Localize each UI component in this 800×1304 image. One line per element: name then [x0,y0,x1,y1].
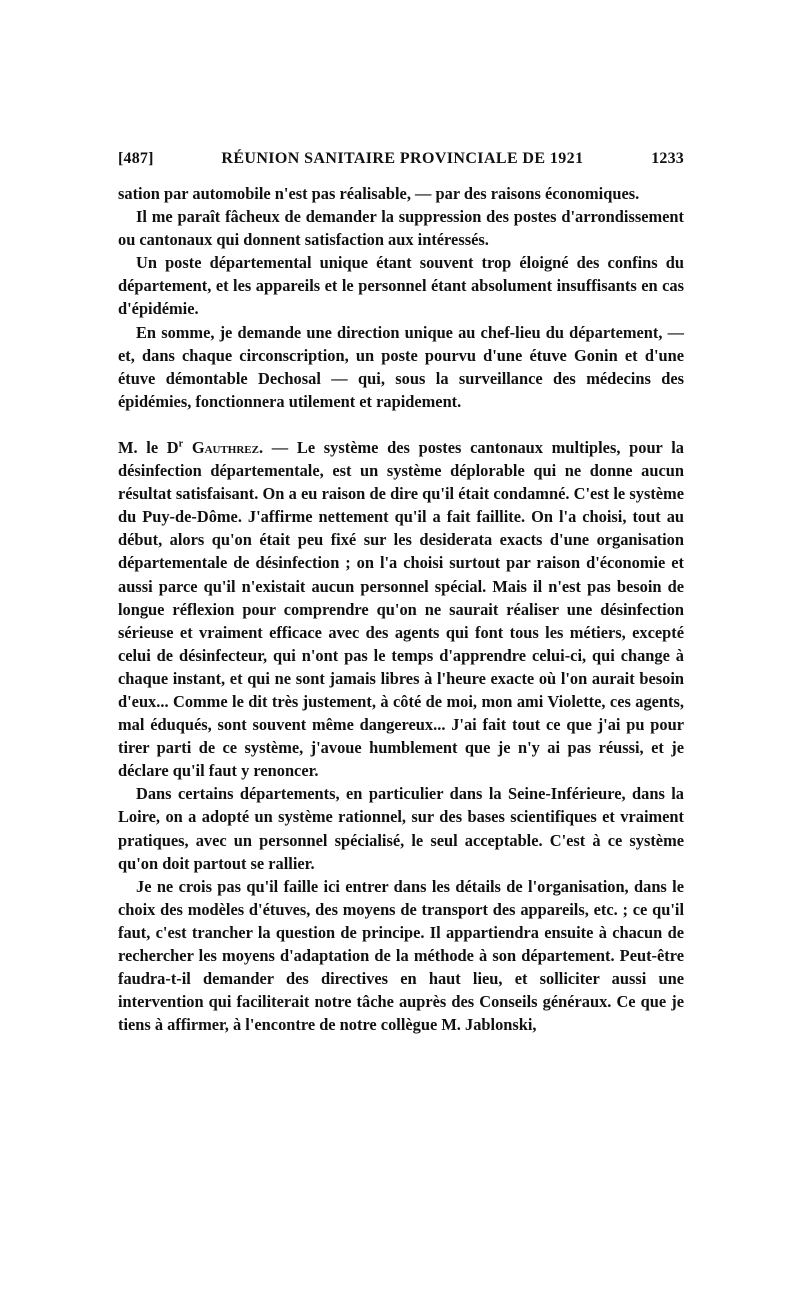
speaker-name: Gauthrez. [191,437,264,457]
paragraph: Je ne crois pas qu'il faille ici entrer dans les détails de l'organisation, dans le choix des modèles d'étuves, des moyens de transport des appareils, etc. ; ce qu'il faut, c'est trancher la question de principe. Il appartiendra ensuite à chacun de rechercher les moyens d'adaptation de la méthode à son département. Peut-être faudra-t-il demander des directives en haut lieu, et solliciter aussi une intervention qui faciliterait notre tâche auprès des Conseils généraux. Ce que je tiens à affirmer, à l'encontre de notre collègue M. Jablonski, [118,876,684,1035]
document-page [118,150,684,1036]
header-title: RÉUNION SANITAIRE PROVINCIALE DE 1921 [221,150,584,167]
speaker-prefix: M. le D [118,437,179,457]
body-text [118,182,684,1036]
paragraph: En somme, je demande une direction unique au chef-lieu du département, — et, dans chaque circonscription, un poste pourvu d'une étuve Gonin et d'une étuve démontable Dechosal — qui, sous la surveillance des médecins des épidémies, fonctionnera utilement et rapidement. [118,322,684,411]
paragraph: Il me paraît fâcheux de demander la suppression des postes d'arrondissement ou cantonaux qui donnent satisfaction aux intéressés. [118,207,684,250]
speaker-title-superscript: r [178,438,184,450]
paragraph: Dans certains départements, en particulier dans la Seine-Inférieure, dans la Loire, on a adopté un système rationnel, sur des bases scientifiques et vraiment pratiques, avec un personnel spécialisé, le seul acceptable. C'est à ce système qu'on doit partout se rallier. [118,784,684,873]
page-number: 1233 [651,150,684,167]
running-header [118,150,684,168]
speaker-paragraph [118,436,684,782]
paragraph: sation par automobile n'est pas réalisable, — par des raisons économiques. [118,184,640,203]
paragraph: Un poste départemental unique étant souvent trop éloigné des confins du département, et les appareils et le personnel étant absolument insuffisants en cas d'épidémie. [118,253,684,319]
header-reference: [487] [118,150,154,167]
speaker-text: — Le système des postes cantonaux multiples, pour la désinfection départementale, est un système déplorable qui ne donne aucun résultat satisfaisant. On a eu raison de dire qu'il était condamné. C'est le système du Puy-de-Dôme. J'affirme nettement qu'il a fait faillite. On l'a choisi, tout au début, alors qu'on était peu fixé sur les desiderata exacts d'une organisation départementale de désinfection ; on l'a choisi surtout par raison d'économie et aussi parce qu'il n'existait aucun personnel spécial. Mais il n'est pas besoin de longue réflexion pour comprendre qu'on ne saurait réaliser une désinfection sérieuse et vraiment efficace avec des agents qui font tous les métiers, excepté celui de désinfecteur, qui n'ont pas le temps d'apprendre celui-ci, qui change à chaque instant, et qui ne sont jamais libres à l'heure exacte où l'on aurait besoin d'eux... Comme le dit très justement, à côté de moi, mon ami Violette, ces agents, mal éduqués, sont souvent même dangereux... J'ai fait tout ce que j'ai pu pour tirer parti de ce système, j'avoue humblement que je n'y ai pas réussi, et je déclare qu'il faut y renoncer. [118,437,684,781]
